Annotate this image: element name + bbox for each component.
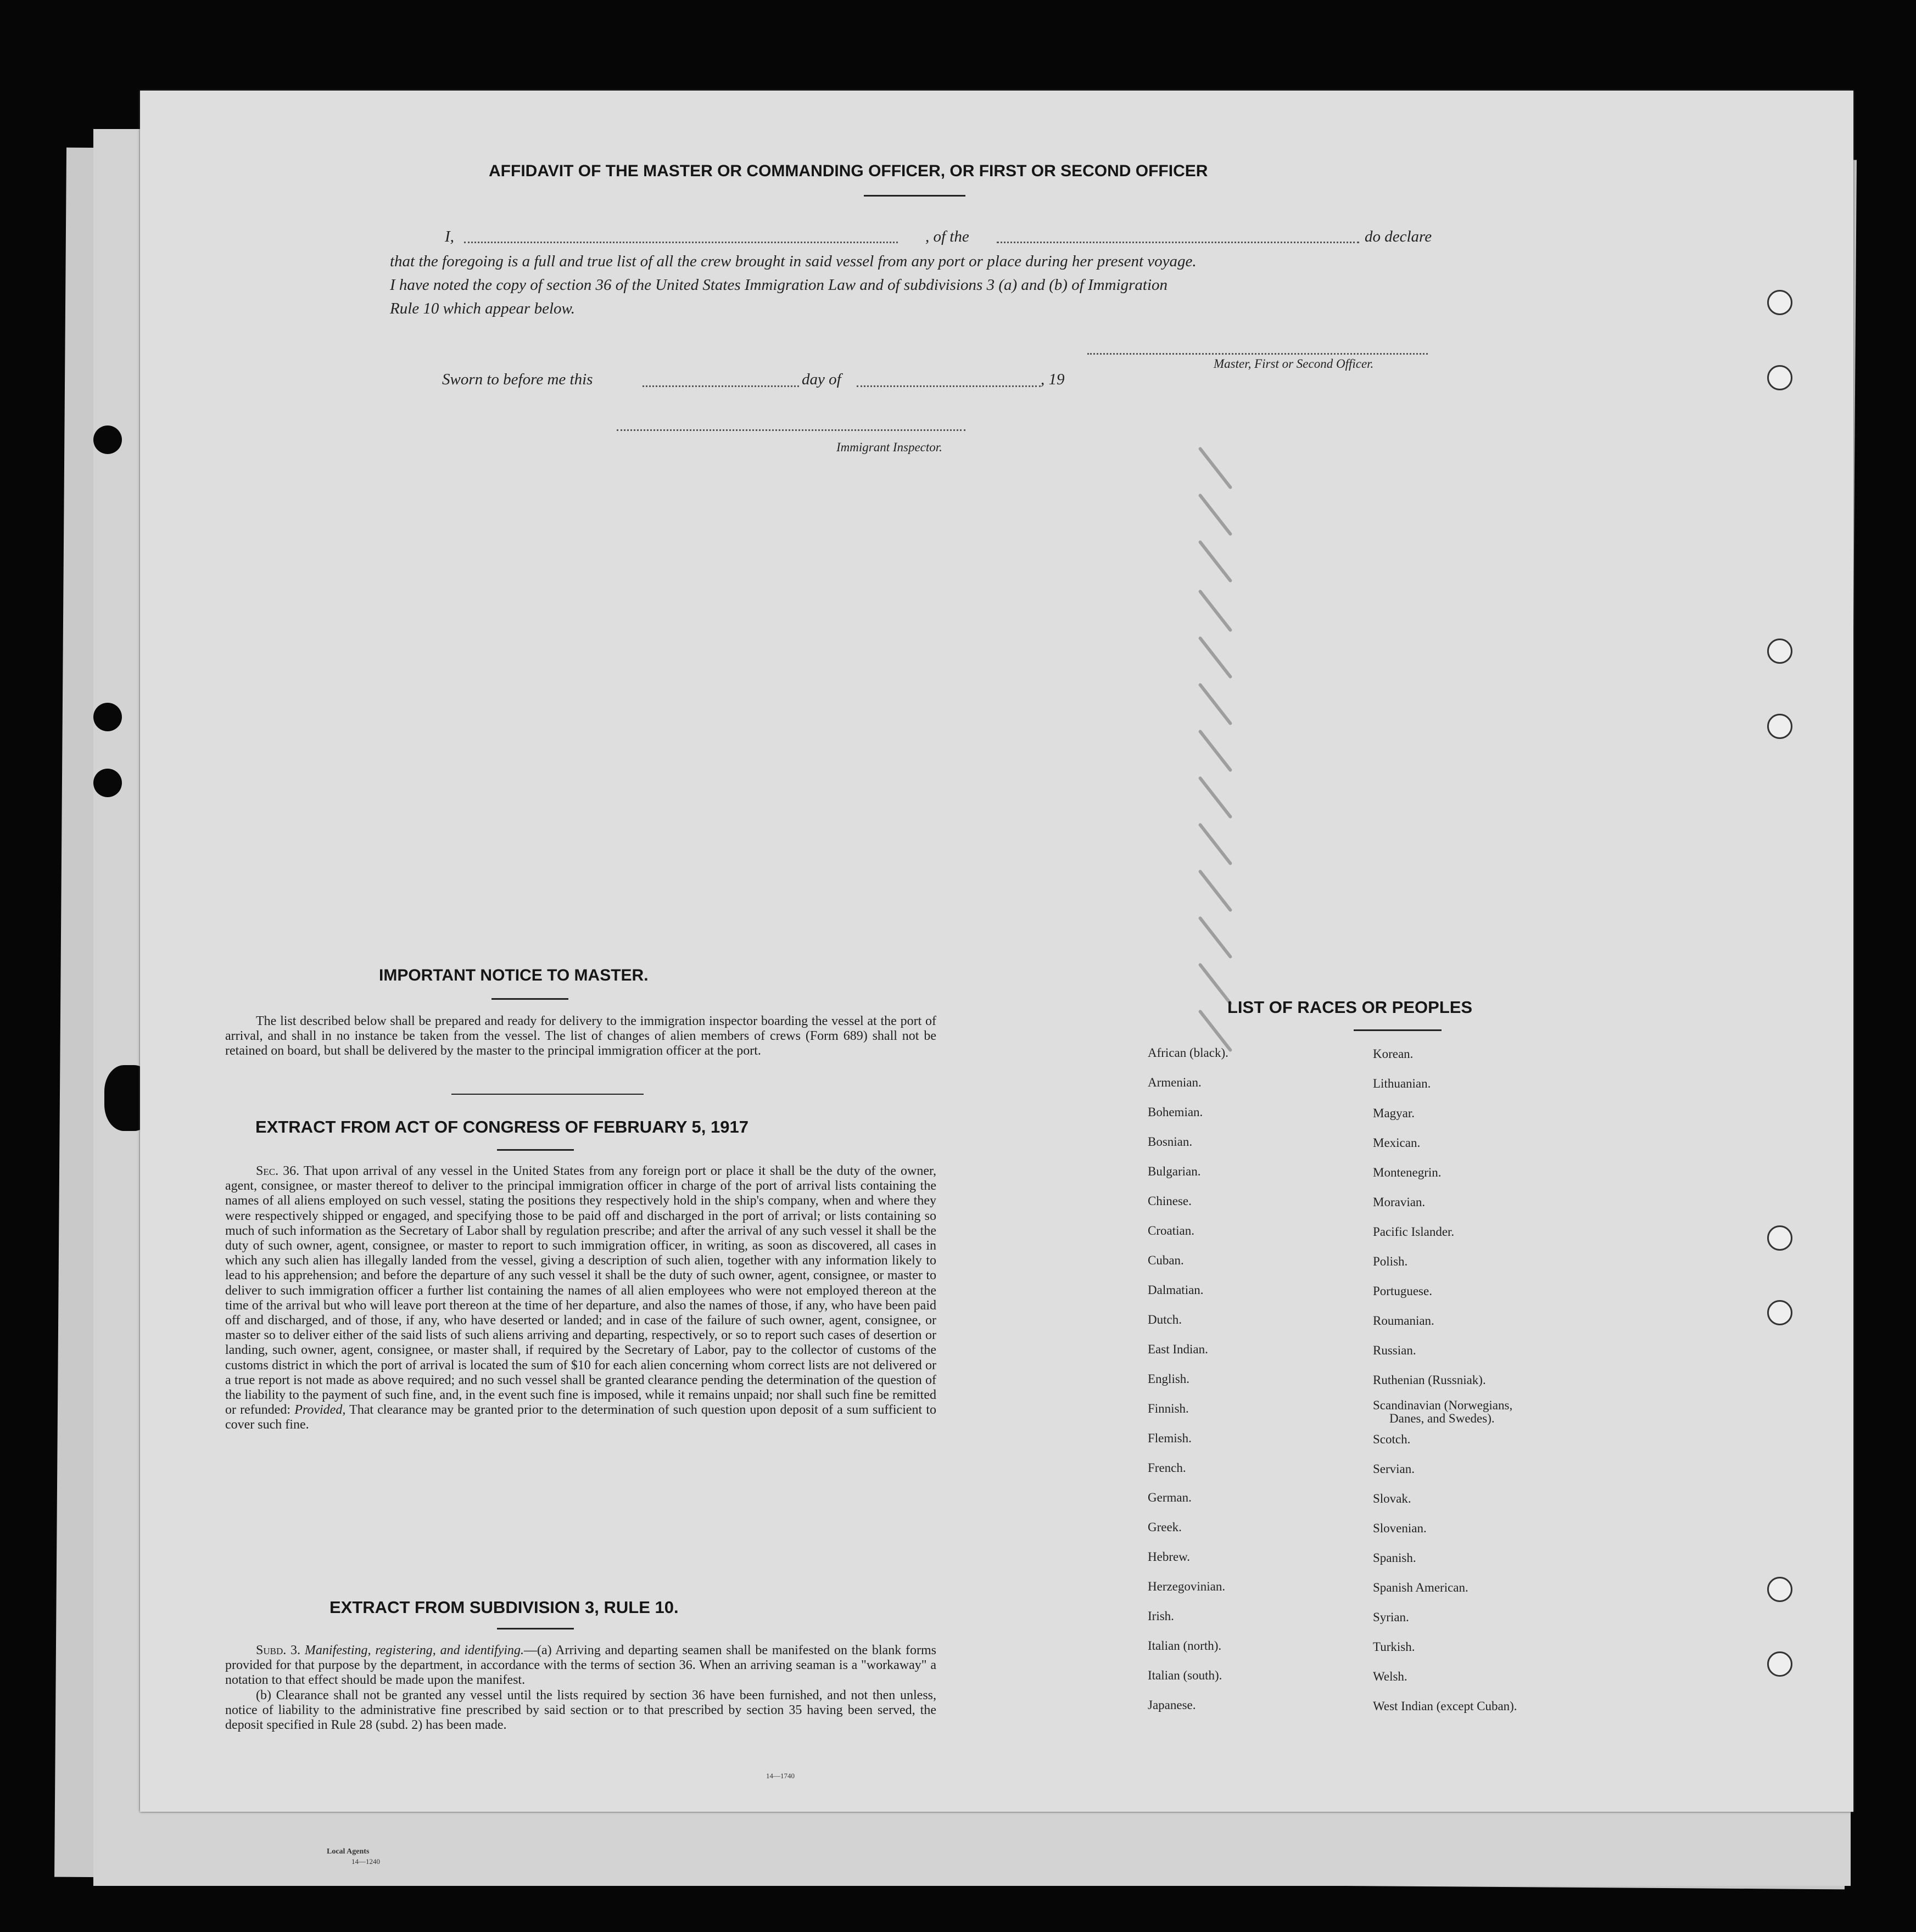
race-left: Greek. [1148,1520,1182,1534]
notice-title: IMPORTANT NOTICE TO MASTER. [379,966,649,984]
act-provided-text: That clearance may be granted prior to the determination of such question upon deposit of a sum sufficient to cover such fine. [225,1403,936,1432]
notice-text: The list described below shall be prepared and ready for delivery to the immigration inspector boarding the vessel at the port of arrival, and shall in no instance be taken from the vessel. The list of changes of alien members of crews (Form 689) shall not be retained on board, but shall be delivered by the master to the principal immigration officer at the port. [225,1014,936,1059]
affidavit-of-the-label: , of the [925,228,969,245]
affidavit-title-rule [864,195,965,197]
act-text [225,1164,936,1433]
vessel-name-field[interactable] [997,242,1359,243]
sworn-day-field[interactable] [643,385,799,387]
inspector-signature-field[interactable] [617,429,965,431]
race-right: Scotch. [1373,1432,1411,1446]
race-left: Bosnian. [1148,1135,1193,1149]
day-of-label: day of [802,371,841,388]
rule-title: EXTRACT FROM SUBDIVISION 3, RULE 10. [329,1598,679,1617]
master-signature-label: Master, First or Second Officer. [1214,357,1374,371]
punch-hole [1767,1577,1792,1602]
rule-subd-label: Subd. 3. [256,1643,301,1657]
race-right: Moravian. [1373,1195,1426,1209]
race-right: Roumanian. [1373,1314,1434,1328]
check-mark [1198,682,1232,726]
race-right: Syrian. [1373,1610,1409,1624]
race-right: Russian. [1373,1343,1416,1357]
race-left: Chinese. [1148,1194,1192,1208]
rule-subd-heading: Manifesting, registering, and identifying. [304,1643,524,1657]
race-left: Flemish. [1148,1431,1192,1445]
race-left: Herzegovinian. [1148,1580,1226,1593]
race-left: Dutch. [1148,1313,1182,1326]
check-mark [1198,589,1232,632]
rule-b-text: (b) Clearance shall not be granted any vessel until the lists required by section 36 have been furnished, and not then unless, notice of liability to the administrative fine prescribed by said section or to that prescribed by section 35 having been served, the deposit specified in Rule 28 (subd. 2) has been made. [225,1688,936,1733]
punch-hole [1767,290,1792,315]
race-right: Spanish American. [1373,1581,1468,1594]
race-right-continued: Danes, and Swedes). [1389,1412,1495,1425]
race-left: Japanese. [1148,1698,1196,1712]
races-title: LIST OF RACES OR PEOPLES [1227,998,1473,1017]
check-mark [1198,636,1232,679]
rule-a-text: —(a) Arriving and departing seamen shall be manifested on the blank forms provided for that purpose by the department, in accordance with the terms of section 36. When an arriving seaman is a "workaway" a notation to that effect should be made upon the manifest. [225,1643,936,1688]
binder-hole-left [93,703,122,731]
check-mark [1198,869,1232,912]
master-signature-field[interactable] [1087,353,1428,355]
race-right: Welsh. [1373,1670,1407,1683]
race-right: Pacific Islander. [1373,1225,1455,1239]
race-right: Turkish. [1373,1640,1415,1654]
punch-hole [1767,365,1792,390]
race-left: Italian (south). [1148,1668,1222,1682]
check-mark [1198,916,1232,959]
affidavit-declare-label: do declare [1365,228,1432,245]
punch-hole [1767,714,1792,739]
notice-divider [451,1094,644,1095]
race-right: Slovenian. [1373,1521,1427,1535]
race-left: Bohemian. [1148,1105,1203,1119]
race-right: Slovak. [1373,1492,1411,1505]
master-name-field[interactable] [464,242,898,243]
sworn-month-field[interactable] [857,385,1041,387]
check-mark [1198,822,1232,866]
year-label: , 19 [1041,371,1065,388]
races-title-rule [1354,1029,1442,1031]
affidavit-i-label: I, [445,228,454,245]
race-left: African (black). [1148,1046,1228,1060]
punch-hole [1767,1300,1792,1325]
race-right: Mexican. [1373,1136,1421,1150]
race-left: East Indian. [1148,1342,1208,1356]
check-mark [1198,776,1232,819]
race-left: Bulgarian. [1148,1164,1201,1178]
footer-form-number: 14—1240 [351,1857,380,1866]
affidavit-title: AFFIDAVIT OF THE MASTER OR COMMANDING OFFICER, OR FIRST OR SECOND OFFICER [489,162,1208,180]
affidavit-line-4: Rule 10 which appear below. [390,300,575,317]
race-right: Montenegrin. [1373,1166,1442,1179]
document-page [140,91,1853,1812]
race-left: Irish. [1148,1609,1174,1623]
check-mark [1198,446,1232,490]
rule-form-number: 14—1740 [766,1772,795,1780]
race-right: Korean. [1373,1047,1414,1061]
act-provided-label: Provided, [294,1403,346,1418]
affidavit-line-2: that the foregoing is a full and true list of all the crew brought in said vessel from any port or place during her present voyage. [390,253,1197,270]
punch-hole [1767,1225,1792,1251]
race-left: French. [1148,1461,1186,1475]
race-left: Italian (north). [1148,1639,1222,1653]
local-agents-label: Local Agents [327,1847,370,1856]
punch-hole [1767,639,1792,664]
binder-hole-left [93,425,122,454]
race-left: Cuban. [1148,1253,1184,1267]
notice-title-rule [491,998,568,1000]
race-right: Scandinavian (Norwegians, [1373,1398,1513,1412]
race-right: Spanish. [1373,1551,1416,1565]
rule-title-rule [497,1628,574,1629]
race-left: Hebrew. [1148,1550,1191,1564]
check-mark [1198,493,1232,536]
race-right: Lithuanian. [1373,1077,1431,1090]
rule-text [225,1643,936,1733]
race-left: English. [1148,1372,1190,1386]
race-right: Servian. [1373,1462,1415,1476]
sworn-label: Sworn to before me this [442,371,593,388]
affidavit-line-3: I have noted the copy of section 36 of the United States Immigration Law and of subdivisions 3 (a) and (b) of Immigration [390,276,1168,294]
race-right: West Indian (except Cuban). [1373,1699,1517,1713]
inspector-label: Immigrant Inspector. [836,440,942,454]
act-section-label: Sec. 36. [256,1164,300,1178]
act-section-text: That upon arrival of any vessel in the United States from any foreign port or place it shall be the duty of the owner, agent, consignee, or master thereof to deliver to the principal immigration officer in charge of the port of arrival lists containing the names of all aliens employed on such vessel, stating the positions they respectively hold in the ship's company, when and where they were respectively shipped or engaged, and specifying those to be paid off and discharged in the port of arrival; or lists containing so much of such information as the Secretary of Labor shall by regulation prescribe; and after the arrival of any such vessel it shall be the duty of such owner, agent, consignee, or master to report to such immigration officer, in writing, as soon as discovered, all cases in which any such alien has illegally landed from the vessel, giving a description of such alien, together with any information likely to lead to his apprehension; and before the departure of any such vessel it shall be the duty of such owner, agent, consignee, or master to deliver to such immigration officer a further list containing the names of all alien employees who were not employed thereon at the time of the arrival but who will leave port thereon at the time of her departure, and also the names of those, if any, who have been paid off and discharged, and of those, if any, who have deserted or landed; and in case of the failure of such owner, agent, consignee, or master so to deliver either of the said lists of such aliens arriving and departing, respectively, or so to report such cases of desertion or landing, such owner, agent, consignee, or master shall, if required by the Secretary of Labor, pay to the collector of customs of the customs district in which the port of arrival is located the sum of $10 for each alien concerning whom correct lists are not delivered or a true report is not made as above required; and no such vessel shall be granted clearance pending the determination of the question of the liability to the payment of such fine, and, in the event such fine is imposed, while it remains unpaid; nor shall such fine be remitted or refunded: [225,1164,937,1418]
race-left: Armenian. [1148,1076,1202,1089]
race-right: Portuguese. [1373,1284,1432,1298]
binder-hole-left [93,769,122,797]
punch-hole [1767,1651,1792,1677]
race-left: German. [1148,1491,1192,1504]
race-right: Magyar. [1373,1106,1415,1120]
check-mark [1198,540,1232,583]
act-title-rule [497,1149,574,1151]
act-title: EXTRACT FROM ACT OF CONGRESS OF FEBRUARY 5, 1917 [255,1117,748,1136]
check-mark [1198,729,1232,772]
race-right: Polish. [1373,1255,1408,1268]
race-right: Ruthenian (Russniak). [1373,1373,1486,1387]
race-left: Croatian. [1148,1224,1194,1237]
race-left: Dalmatian. [1148,1283,1204,1297]
race-left: Finnish. [1148,1402,1189,1415]
